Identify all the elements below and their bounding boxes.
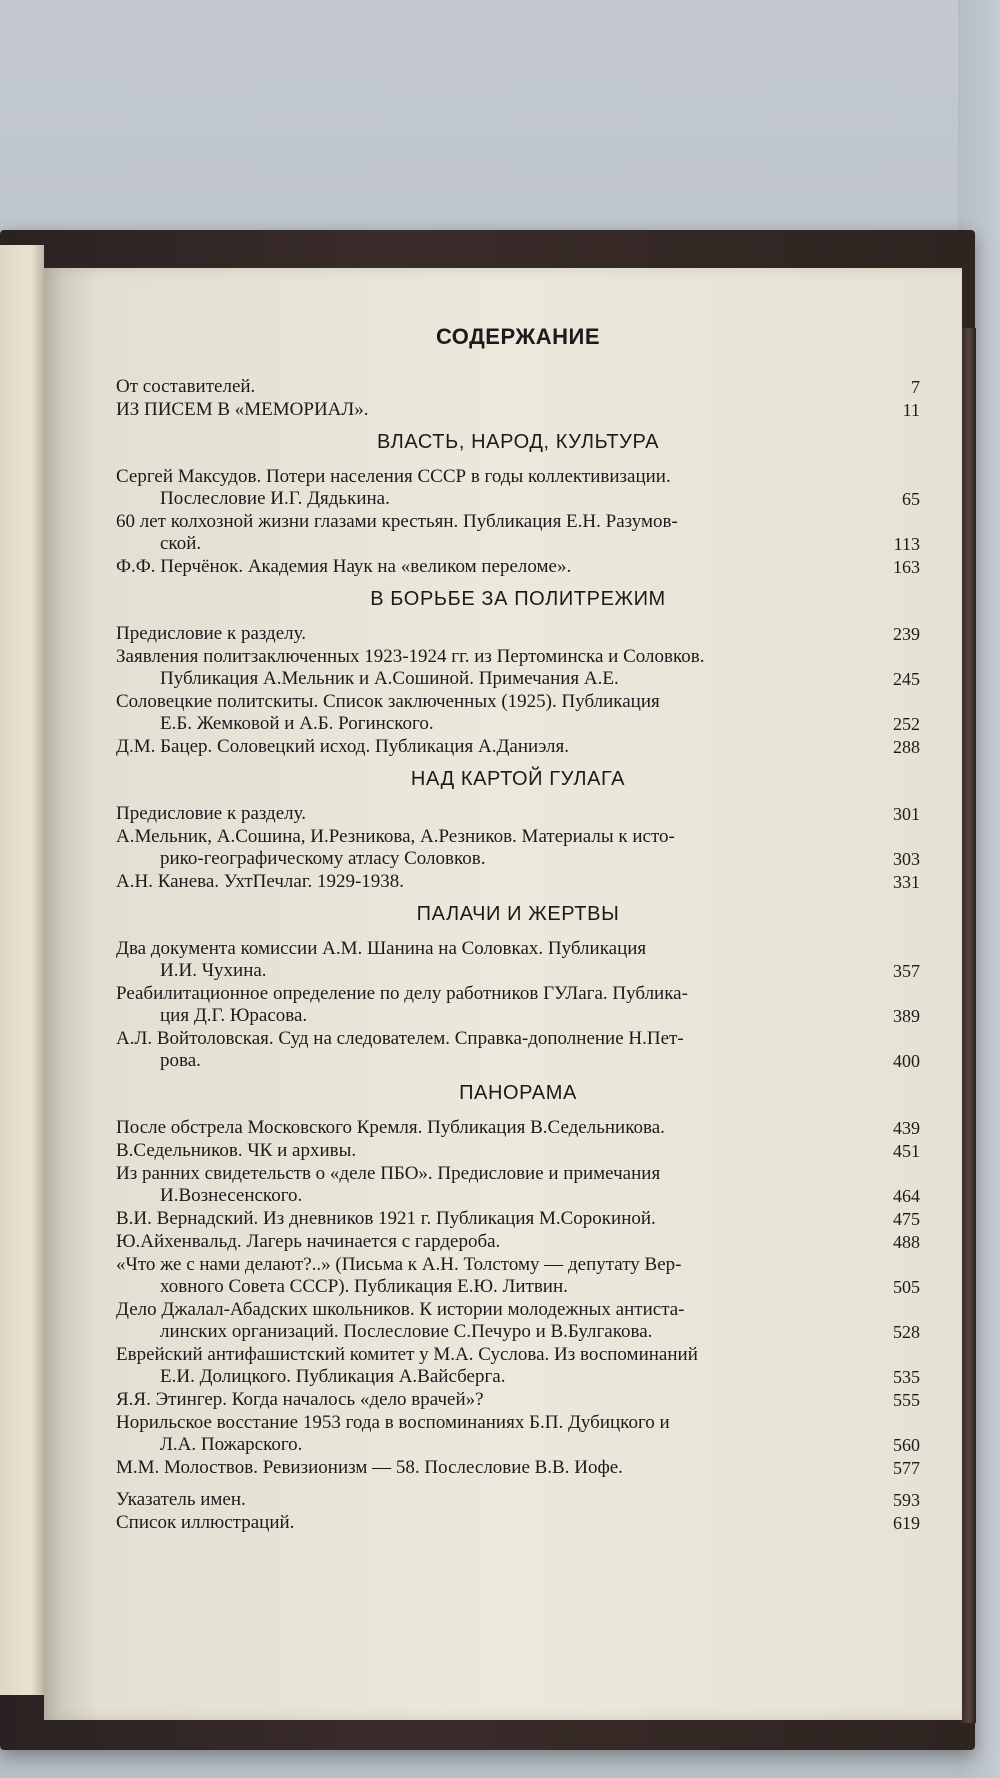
page-number: 11 xyxy=(902,400,920,420)
entry-text: Е.И. Долицкого. Публикация А.Вайсберга. xyxy=(160,1366,506,1387)
toc-entry xyxy=(116,826,920,870)
table-of-contents xyxy=(116,324,920,1535)
entry-text: Указатель имен. xyxy=(116,1489,246,1510)
page-number: 245 xyxy=(893,669,920,689)
page-number: 475 xyxy=(893,1209,920,1229)
entry-text: Я.Я. Этингер. Когда началось «дело врачей»? xyxy=(116,1389,484,1410)
toc-entry xyxy=(116,938,920,982)
back-matter-list xyxy=(116,1489,920,1534)
toc-entry xyxy=(116,1389,920,1411)
toc-entry xyxy=(116,1512,920,1534)
page-number: 488 xyxy=(893,1232,920,1252)
page-title: СОДЕРЖАНИЕ xyxy=(435,324,601,349)
toc-entry xyxy=(116,736,920,758)
toc-entry xyxy=(116,1231,920,1253)
entry-text: Сергей Максудов. Потери населения СССР в годы коллективизации. xyxy=(116,466,671,487)
entry-text: Послесловие И.Г. Дядькина. xyxy=(160,488,390,509)
entry-text: ховного Совета СССР). Публикация Е.Ю. Литвин. xyxy=(160,1276,568,1297)
toc-entry xyxy=(116,623,920,645)
entry-text: «Что же с нами делают?..» (Письма к А.Н. Толстому — депутату Вер- xyxy=(116,1254,682,1275)
entry-text: Ю.Айхенвальд. Лагерь начинается с гардероба. xyxy=(116,1231,501,1252)
page-number: 65 xyxy=(902,489,920,509)
page xyxy=(44,268,962,1720)
toc-entry xyxy=(116,1117,920,1139)
entry-text: рова. xyxy=(160,1050,201,1071)
entry-text: Реабилитационное определение по делу работников ГУЛага. Публика- xyxy=(116,983,688,1004)
page-number: 301 xyxy=(893,804,920,824)
section-title: ПАНОРАМА xyxy=(459,1082,577,1104)
toc-entry xyxy=(116,1412,920,1456)
toc-entry xyxy=(116,1457,920,1479)
toc-entry xyxy=(116,1299,920,1343)
page-number: 577 xyxy=(893,1458,920,1478)
toc-entry xyxy=(116,556,920,578)
toc-entry xyxy=(116,1140,920,1162)
entry-text: 60 лет колхозной жизни глазами крестьян. Публикация Е.Н. Разумов- xyxy=(116,511,678,532)
entry-text: Еврейский антифашистский комитет у М.А. Суслова. Из воспоминаний xyxy=(116,1344,698,1365)
toc-section xyxy=(116,588,920,758)
toc-entry xyxy=(116,466,920,510)
section-title: ВЛАСТЬ, НАРОД, КУЛЬТУРА xyxy=(376,431,660,453)
entry-text: ской. xyxy=(160,533,202,554)
entry-text: И.И. Чухина. xyxy=(160,960,267,981)
toc-entry xyxy=(116,646,920,690)
toc-section xyxy=(116,903,920,1072)
entry-text: Д.М. Бацер. Соловецкий исход. Публикация А.Даниэля. xyxy=(116,736,569,757)
entry-text: Заявления политзаключенных 1923-1924 гг. из Пертоминска и Соловков. xyxy=(116,646,705,667)
book-edge xyxy=(962,328,976,1723)
page-number: 163 xyxy=(893,557,920,577)
entry-text: Публикация А.Мельник и А.Сошиной. Примечания А.Е. xyxy=(160,668,619,689)
entry-text: ИЗ ПИСЕМ В «МЕМОРИАЛ». xyxy=(116,399,369,420)
entry-text: И.Вознесенского. xyxy=(160,1185,303,1206)
page-number: 528 xyxy=(893,1322,920,1342)
toc-entry xyxy=(116,1208,920,1230)
toc-section xyxy=(116,431,920,578)
page-number: 451 xyxy=(893,1141,920,1161)
entry-text: Два документа комиссии А.М. Шанина на Соловках. Публикация xyxy=(116,938,647,959)
toc-entry xyxy=(116,1028,920,1072)
toc-entry xyxy=(116,376,920,398)
page-number: 288 xyxy=(893,737,920,757)
front-matter-list xyxy=(116,376,920,421)
entry-text: Соловецкие политскиты. Список заключенных (1925). Публикация xyxy=(116,691,660,712)
entry-text: М.М. Молоствов. Ревизионизм — 58. Послесловие В.В. Иофе. xyxy=(116,1457,623,1478)
page-number: 357 xyxy=(893,961,920,981)
entry-text: А.Л. Войтоловская. Суд на следователем. Справка-дополнение Н.Пет- xyxy=(116,1028,684,1049)
page-number: 439 xyxy=(893,1118,920,1138)
toc-entry xyxy=(116,871,920,893)
entry-text: Л.А. Пожарского. xyxy=(160,1434,303,1455)
section-title: ПАЛАЧИ И ЖЕРТВЫ xyxy=(416,903,620,925)
page-number: 535 xyxy=(893,1367,920,1387)
page-number: 619 xyxy=(893,1513,920,1533)
toc-section xyxy=(116,768,920,893)
entry-text: Список иллюстраций. xyxy=(116,1512,295,1533)
toc-entry xyxy=(116,1489,920,1511)
toc-section xyxy=(116,1082,920,1479)
entry-text: А.Мельник, А.Сошина, И.Резникова, А.Резников. Материалы к исто- xyxy=(116,826,675,847)
page-number: 331 xyxy=(893,872,920,892)
page-number: 505 xyxy=(893,1277,920,1297)
page-number: 7 xyxy=(911,377,920,397)
entry-text: Дело Джалал-Абадских школьников. К истории молодежных антиста- xyxy=(116,1299,685,1320)
entry-text: линских организаций. Послесловие С.Печуро и В.Булгакова. xyxy=(160,1321,653,1342)
page-number: 389 xyxy=(893,1006,920,1026)
entry-text: ция Д.Г. Юрасова. xyxy=(160,1005,308,1026)
toc-entry xyxy=(116,983,920,1027)
entry-text: В.И. Вернадский. Из дневников 1921 г. Публикация М.Сорокиной. xyxy=(116,1208,656,1229)
toc-entry xyxy=(116,691,920,735)
page-number: 555 xyxy=(893,1390,920,1410)
entry-text: От составителей. xyxy=(116,376,256,397)
page-number: 303 xyxy=(893,849,920,869)
page-number: 113 xyxy=(893,534,920,554)
page-number: 239 xyxy=(893,624,920,644)
entry-text: Ф.Ф. Перчёнок. Академия Наук на «великом переломе». xyxy=(116,556,572,577)
page-number: 400 xyxy=(893,1051,920,1071)
entry-text: Е.Б. Жемковой и А.Б. Рогинского. xyxy=(160,713,434,734)
entry-text: А.Н. Канева. УхтПечлаг. 1929-1938. xyxy=(116,871,405,892)
entry-text: Норильское восстание 1953 года в воспоминаниях Б.П. Дубицкого и xyxy=(116,1412,670,1433)
sections-list xyxy=(116,431,920,1479)
entry-text: Из ранних свидетельств о «деле ПБО». Предисловие и примечания xyxy=(116,1163,661,1184)
entry-text: рико-географическому атласу Соловков. xyxy=(160,848,486,869)
entry-text: В.Седельников. ЧК и архивы. xyxy=(116,1140,357,1161)
entry-text: После обстрела Московского Кремля. Публикация В.Седельникова. xyxy=(116,1117,665,1138)
toc-entry xyxy=(116,1344,920,1388)
page-number: 593 xyxy=(893,1490,920,1510)
page-number: 464 xyxy=(893,1186,920,1206)
toc-entry xyxy=(116,1254,920,1298)
section-title: НАД КАРТОЙ ГУЛАГА xyxy=(410,768,626,790)
toc-entry xyxy=(116,1163,920,1207)
toc-entry xyxy=(116,803,920,825)
entry-text: Предисловие к разделу. xyxy=(116,623,306,644)
toc-entry xyxy=(116,399,920,421)
page-number: 560 xyxy=(893,1435,920,1455)
section-title: В БОРЬБЕ ЗА ПОЛИТРЕЖИМ xyxy=(370,588,666,610)
entry-text: Предисловие к разделу. xyxy=(116,803,306,824)
toc-entry xyxy=(116,511,920,555)
page-number: 252 xyxy=(893,714,920,734)
left-page-edge xyxy=(0,245,44,1695)
